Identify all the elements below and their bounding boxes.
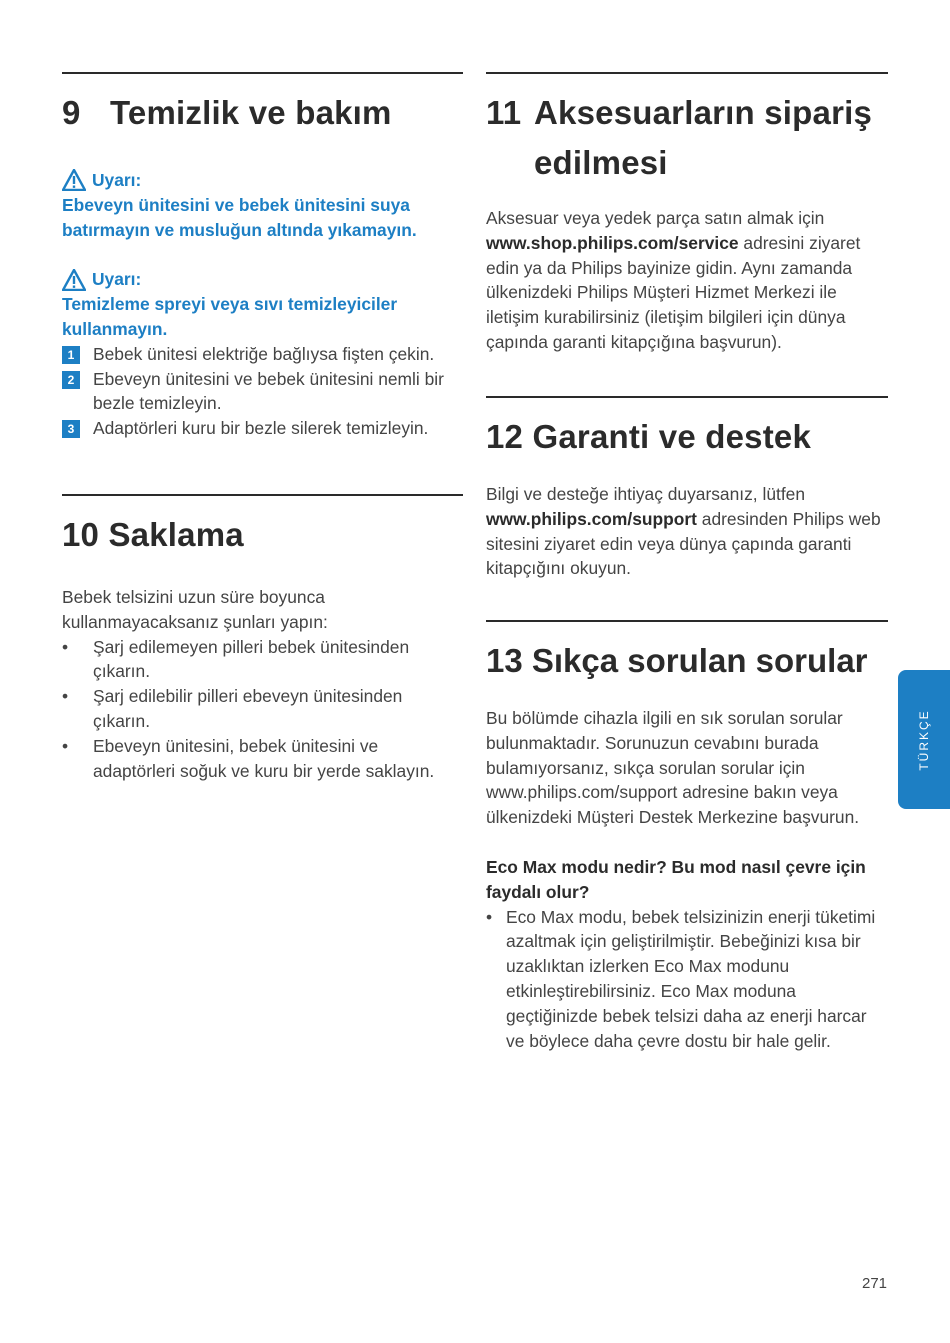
section10-intro: Bebek telsizini uzun süre boyunca kullanmayacaksanız şunları yapın: (62, 587, 328, 632)
section-rule (486, 396, 888, 398)
warning-icon (62, 169, 86, 191)
bullet-icon: • (62, 686, 69, 707)
faq-answer: • Eco Max modu, bebek telsizinizin enerji tüketimi azaltmak için geliştirilmiştir. Bebeğinizi kısa bir uzaklıktan izlerken Eco Max modunu etkinleştirebilirsiniz. Eco Max moduna geçtiğinizde bebek telsizi daha az enerji harcar ve böylece daha çevre dostu bir hale gelir. (486, 905, 888, 1054)
left-column (62, 72, 463, 441)
section-rule (486, 620, 888, 622)
step-item: 2 Ebeveyn ünitesini ve bebek ünitesini nemli bir bezle temizleyin. (62, 367, 463, 417)
bullet-icon: • (62, 636, 69, 657)
list-item: • Ebeveyn ünitesini, bebek ünitesini ve adaptörleri soğuk ve kuru bir yerde saklayın. (62, 734, 463, 784)
warning-icon (62, 269, 86, 291)
warning-1-heading: Uyarı: (62, 168, 463, 193)
section11-title: 11 Aksesuarların sipariş edilmesi (486, 94, 873, 181)
bullet-icon: • (486, 906, 493, 927)
faq-question: Eco Max modu nedir? Bu mod nasıl çevre için faydalı olur? (486, 856, 866, 902)
page-number: 271 (862, 1275, 888, 1292)
section13 (486, 620, 888, 1053)
section9-title: 9 Temizlik ve bakım (62, 94, 392, 131)
section-rule (486, 72, 888, 74)
section12-text: Bilgi ve desteğe ihtiyaç duyarsanız, lütfen www.philips.com/support adresinden Philips web sitesini ziyaret edin veya dünya çapında garanti kitapçığını okuyun. (486, 484, 881, 579)
section13-intro: Bu bölümde cihazla ilgili en sık sorulan sorular bulunmaktadır. Sorunuzun cevabını burada bulamıyorsanız, sıkça sorulan sorular için www.philips.com/support adresine bakın veya ülkenizdeki Müşteri Destek Merkezine başvurun. (486, 708, 860, 828)
list-item: • Şarj edilemeyen pilleri bebek ünitesinden çıkarın. (62, 635, 463, 685)
list-item: • Şarj edilebilir pilleri ebeveyn ünitesinden çıkarın. (62, 684, 463, 734)
support-link[interactable]: www.philips.com/support (486, 508, 697, 529)
step-number: 3 (62, 420, 80, 438)
section13-title: 13 Sıkça sorulan sorular (486, 642, 868, 679)
section-rule (62, 72, 463, 74)
section-rule (62, 494, 463, 496)
bullet-icon: • (62, 735, 69, 756)
warning-2-text: Temizleme spreyi veya sıvı temizleyiciler kullanmayın. (62, 294, 398, 339)
warning-2-heading: Uyarı: (62, 267, 463, 292)
section10 (62, 494, 463, 783)
shop-link[interactable]: www.shop.philips.com/service (486, 232, 739, 253)
language-tab: TÜRKÇE (898, 670, 950, 809)
section12-title: 12 Garanti ve destek (486, 418, 812, 455)
section11 (486, 72, 888, 355)
warning-1-text: Ebeveyn ünitesini ve bebek ünitesini suya batırmayın ve musluğun altında yıkamayın. (62, 194, 417, 240)
section10-title: 10 Saklama (62, 516, 244, 553)
step-number: 2 (62, 371, 80, 389)
step-number: 1 (62, 346, 80, 364)
section11-text: Aksesuar veya yedek parça satın almak için www.shop.philips.com/service adresini ziyaret edin ya da Philips bayinize gidin. Aynı zamanda ülkenizdeki Philips Müşteri Hizmet Merkezi ile iletişim kurabilirsiniz (iletişim bilgileri için dünya çapında garanti kitapçığına başvurun). (486, 208, 861, 352)
section12 (486, 396, 888, 581)
step-item: 3 Adaptörleri kuru bir bezle silerek temizleyin. (62, 416, 463, 441)
step-item: 1 Bebek ünitesi elektriğe bağlıysa fişten çekin. (62, 342, 463, 367)
